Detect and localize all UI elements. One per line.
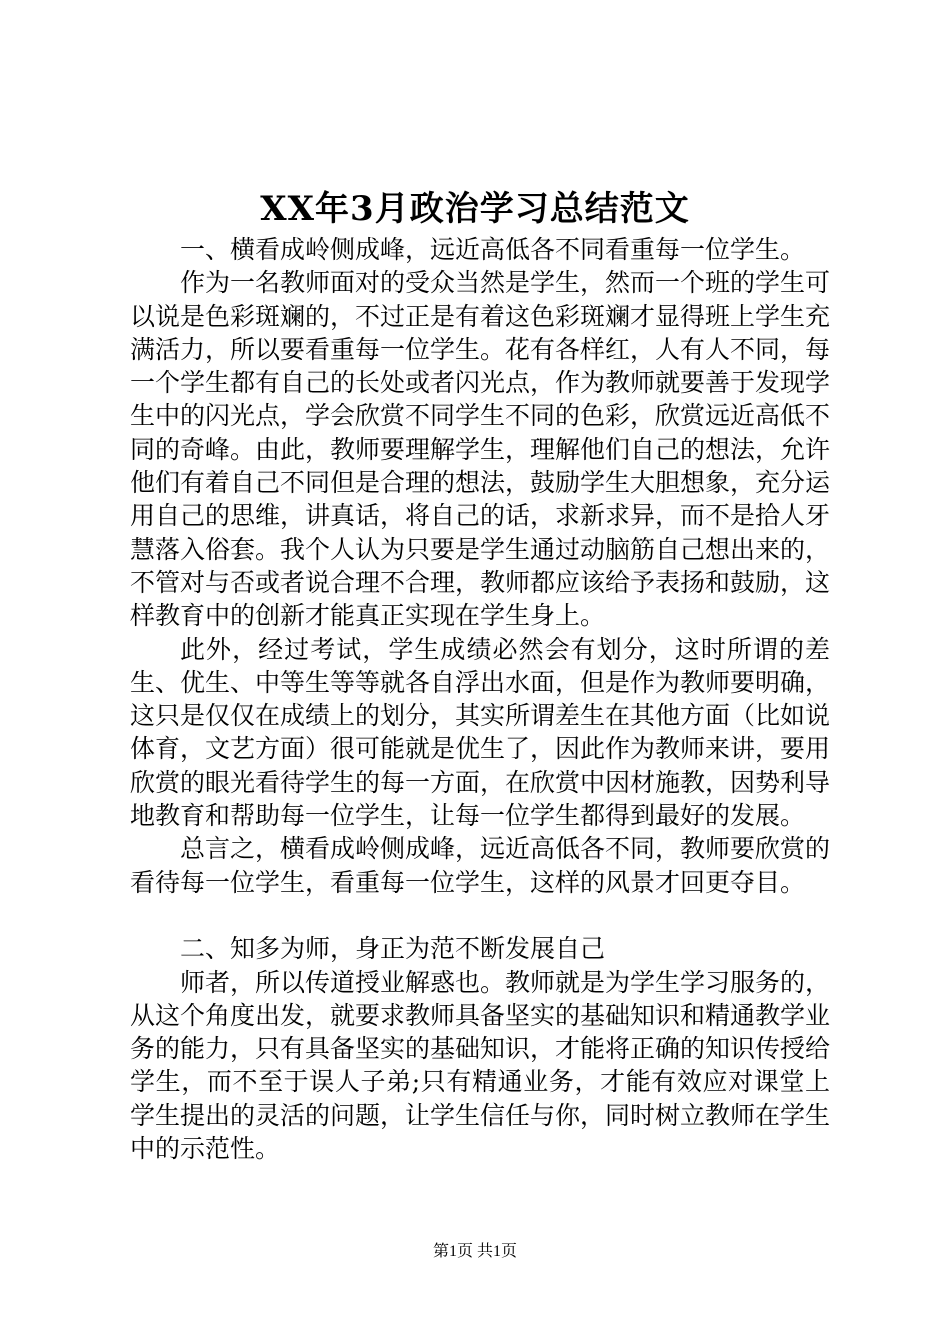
page-footer: 第1页 共1页: [432, 1243, 517, 1260]
body-paragraph: 此外，经过考试，学生成绩必然会有划分，这时所谓的差生、优生、中等生等等就各自浮出水面，但是作为教师要明确，这只是仅仅在成绩上的划分，其实所谓差生在其他方面（比如说体育，文艺方面）很可能就是优生了，因此作为教师来讲，要用欣赏的眼光看待学生的每一方面，在欣赏中因材施教，因势利导地教育和帮助每一位学生，让每一位学生都得到最好的发展。: [130, 634, 831, 831]
body-paragraph: 师者，所以传道授业解惑也。教师就是为学生学习服务的，从这个角度出发，就要求教师具备坚实的基础知识和精通教学业务的能力，只有具备坚实的基础知识，才能将正确的知识传授给学生，而不至于误人子弟;只有精通业务，才能有效应对课堂上学生提出的灵活的问题，让学生信任与你，同时树立教师在学生中的示范性。: [130, 967, 831, 1164]
document-body: [130, 233, 830, 1165]
document-title: XX年3月政治学习总结范文: [260, 189, 690, 229]
paragraph-spacer: [130, 899, 830, 932]
section-heading-1: 一、横看成岭侧成峰，远近高低各不同看重每一位学生。: [180, 235, 806, 264]
section-heading-2: 二、知多为师，身正为范不断发展自己: [180, 934, 606, 964]
body-paragraph: 作为一名教师面对的受众当然是学生，然而一个班的学生可以说是色彩斑斓的，不过正是有着这色彩斑斓才显得班上学生充满活力，所以要看重每一位学生。花有各样红，人有人不同，每一个学生都有自己的长处或者闪光点，作为教师就要善于发现学生中的闪光点，学会欣赏不同学生不同的色彩，欣赏远近高低不同的奇峰。由此，教师要理解学生，理解他们自己的想法，允许他们有着自己不同但是合理的想法，鼓励学生大胆想象，充分运用自己的思维，讲真话，将自己的话，求新求异，而不是拾人牙慧落入俗套。我个人认为只要是学生通过动脑筋自己想出来的，不管对与否或者说合理不合理，教师都应该给予表扬和鼓励，这样教育中的创新才能真正实现在学生身上。: [130, 268, 831, 631]
body-paragraph: 总言之，横看成岭侧成峰，远近高低各不同，教师要欣赏的看待每一位学生，看重每一位学生，这样的风景才回更夺目。: [130, 834, 831, 897]
